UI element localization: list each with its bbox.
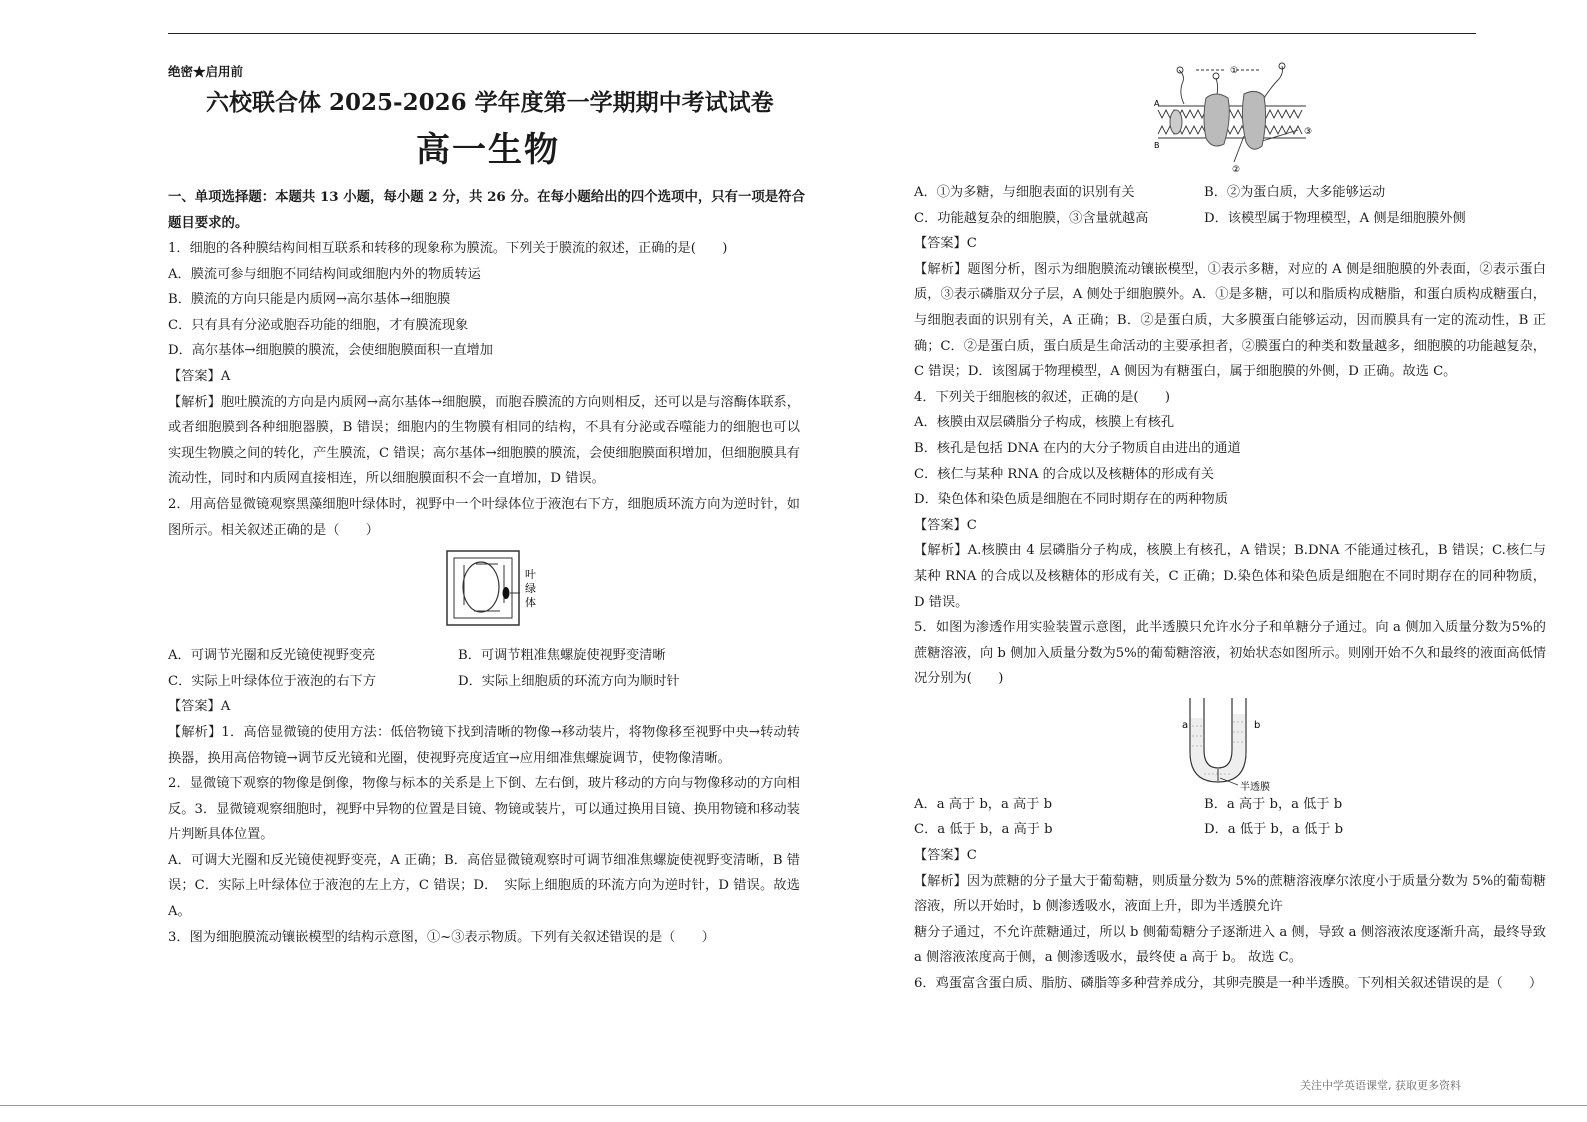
q5-fig-label-a: a	[1182, 719, 1189, 731]
q5-answer: 【答案】C	[914, 848, 977, 864]
q2-fig-label-char: 叶	[525, 568, 536, 582]
q3-options-row-2	[914, 206, 1554, 232]
q5-options-row-1	[914, 792, 1554, 818]
q2-option-d: D．实际上细胞质的环流方向为顺时针	[458, 673, 680, 689]
subject-title: 高一生物	[416, 130, 560, 170]
q5-option-b: B．a 高于 b，a 低于 b	[1204, 796, 1343, 812]
q3-option-c: C．功能越复杂的细胞膜，③含量就越高	[914, 210, 1149, 226]
q3-figure	[914, 58, 1554, 180]
q5-options-row-2	[914, 817, 1554, 843]
q2-fig-label	[525, 567, 536, 609]
q3-fig-label-2: ②	[1232, 165, 1241, 175]
q3-analysis: 【解析】题图分析，图示为细胞膜流动镶嵌模型，①表示多糖，对应的 A 侧是细胞膜的外表面，②表示蛋白质，③表示磷脂双分子层，A 侧处于细胞膜外。A．①是多糖，可以和脂质构成糖脂，和蛋白质构成糖蛋白，与细胞表面的识别有关，A 正确；B．②是蛋白质，大多膜蛋白能够运动，因而膜具有一定的流动性，B 正确；C．②是蛋白质，蛋白质是生命活动的主要承担者，②膜蛋白的种类和数量越多，细胞膜的功能越复杂，C 错误；D．该图属于物理模型，A 侧因为有糖蛋白，属于细胞膜的外侧，D 正确。故选 C。	[914, 261, 1546, 380]
secret-label: 绝密★启用前	[168, 64, 244, 79]
q3-option-d: D．该模型属于物理模型，A 侧是细胞膜外侧	[1204, 210, 1466, 226]
u-tube-diagram	[914, 692, 1554, 792]
q2-option-c: C．实际上叶绿体位于液泡的右下方	[168, 673, 376, 689]
q3-answer: 【答案】C	[914, 236, 977, 252]
q3-fig-label-a: A	[1154, 99, 1160, 108]
q4-stem: 4．下列关于细胞核的叙述，正确的是( )	[914, 389, 1171, 405]
q3-option-a: A．①为多糖，与细胞表面的识别有关	[914, 185, 1135, 200]
cell-diagram	[168, 543, 808, 643]
q4-option-d: D．染色体和染色质是细胞在不同时期存在的两种物质	[914, 492, 1228, 508]
bottom-rule	[0, 1105, 1587, 1106]
q2-options-row-1	[168, 643, 808, 669]
q2-stem: 2．用高倍显微镜观察黑藻细胞叶绿体时，视野中一个叶绿体位于液泡右下方，细胞质环流方向为逆时针，如图所示。相关叙述正确的是（ ）	[168, 496, 800, 538]
q4-analysis: 【解析】A.核膜由 4 层磷脂分子构成，核膜上有核孔，A 错误；B.DNA 不能通过核孔，B 错误；C.核仁与某种 RNA 的合成以及核糖体的形成有关，C 正确；D.染色体和染色质是细胞在不同时期存在的同种物质，D 错误。	[914, 543, 1546, 610]
q5-option-d: D．a 低于 b，a 低于 b	[1204, 822, 1344, 838]
q5-option-c: C．a 低于 b，a 高于 b	[914, 822, 1053, 838]
q1-option-d: D．高尔基体→细胞膜的膜流，会使细胞膜面积一直增加	[168, 343, 493, 359]
q5-analysis-1: 【解析】因为蔗糖的分子量大于葡萄糖，则质量分数为 5%的蔗糖溶液摩尔浓度小于质量分数为 5%的葡萄糖溶液，所以开始时，b 侧渗透吸水，液面上升，即为半透膜允许	[914, 873, 1546, 915]
q3-options-row-1	[914, 180, 1554, 206]
q1-answer: 【答案】A	[168, 368, 231, 384]
q1-stem: 1．细胞的各种膜结构间相互联系和转移的现象称为膜流。下列关于膜流的叙述，正确的是( )	[168, 241, 728, 256]
q4-option-c: C．核仁与某种 RNA 的合成以及核糖体的形成有关	[914, 466, 1215, 482]
q2-options-row-2	[168, 669, 808, 695]
q4-option-a: A．核膜由双层磷脂分子构成，核膜上有核孔	[914, 415, 1175, 431]
footer-note: 关注中学英语课堂, 获取更多资料	[1300, 1079, 1461, 1092]
q3-fig-label-b: B	[1154, 141, 1160, 150]
q1-option-b: B．膜流的方向只能是内质网→高尔基体→细胞膜	[168, 292, 451, 308]
top-rule	[168, 33, 1476, 34]
q2-fig-label-char: 绿	[525, 582, 536, 596]
q1-option-a: A．膜流可参与细胞不同结构间或细胞内外的物质转运	[168, 266, 481, 282]
q5-stem: 5．如图为渗透作用实验装置示意图，此半透膜只允许水分子和单糖分子通过。向 a 侧加入质量分数为5%的蔗糖溶液，向 b 侧加入质量分数为5%的葡萄糖溶液，初始状态如图所示。则刚开始不久和最终的液面高低情况分别为( )	[914, 620, 1546, 687]
q3-option-b: B．②为蛋白质，大多能够运动	[1204, 185, 1386, 200]
exam-title: 六校联合体 2025-2026 学年度第一学期期中考试试卷	[206, 89, 774, 116]
q5-fig-label-membrane: 半透膜	[1240, 781, 1270, 792]
membrane-diagram	[914, 58, 1554, 180]
q6-stem: 6．鸡蛋富含蛋白质、脂肪、磷脂等多种营养成分，其卵壳膜是一种半透膜。下列相关叙述错误的是（ ）	[914, 976, 1543, 992]
q2-figure	[168, 543, 808, 643]
q2-option-a: A．可调节光圈和反光镜使视野变亮	[168, 648, 376, 664]
q2-answer: 【答案】A	[168, 699, 231, 715]
q4-answer: 【答案】C	[914, 517, 977, 533]
left-column	[168, 60, 808, 950]
q2-analysis-3: A．可调大光圈和反光镜使视野变亮，A 正确；B．高倍显微镜观察时可调节细准焦螺旋使视野变清晰，B 错误；C．实际上叶绿体位于液泡的左上方，C 错误；D． 实际上细胞质的环流方向为逆时针，D 错误。故选 A。	[168, 852, 800, 920]
q3-stem: 3．图为细胞膜流动镶嵌模型的结构示意图，①~③表示物质。下列有关叙述错误的是（ ）	[168, 929, 715, 945]
q5-fig-label-b: b	[1254, 719, 1261, 731]
q5-option-a: A．a 高于 b，a 高于 b	[914, 796, 1053, 812]
q3-fig-label-3: ③	[1304, 127, 1313, 137]
q2-fig-label-char: 体	[525, 596, 536, 610]
q4-option-b: B．核孔是包括 DNA 在内的大分子物质自由进出的通道	[914, 440, 1241, 456]
q1-option-c: C．只有具有分泌或胞吞功能的细胞，才有膜流现象	[168, 317, 469, 333]
q3-fig-label-1: ①	[1230, 66, 1239, 76]
q5-analysis-2: 糖分子通过，不允许蔗糖通过，所以 b 侧葡萄糖分子逐渐进入 a 侧，导致 a 侧溶液浓度逐渐升高，最终导致 a 侧溶液浓度高于侧，a 侧渗透吸水，最终使 a 高于 b。 故选 C。	[914, 924, 1546, 966]
q5-figure	[914, 692, 1554, 792]
section-heading: 一、单项选择题：本题共 13 小题，每小题 2 分，共 26 分。在每小题给出的四个选项中，只有一项是符合题目要求的。	[168, 189, 805, 231]
right-column	[914, 58, 1554, 997]
q2-analysis-1: 【解析】1．高倍显微镜的使用方法：低倍物镜下找到清晰的物像→移动装片，将物像移至视野中央→转动转换器，换用高倍物镜→调节反光镜和光圈，使视野亮度适宜→应用细准焦螺旋调节，使物像清晰。	[168, 724, 800, 766]
q1-analysis: 【解析】胞吐膜流的方向是内质网→高尔基体→细胞膜，而胞吞膜流的方向则相反，还可以是与溶酶体联系，或者细胞膜到各种细胞器膜，B 错误；细胞内的生物膜有相同的结构，不具有分泌或吞噬能力的细胞也可以实现生物膜之间的转化，产生膜流，C 错误；高尔基体→细胞膜的膜流，会使细胞膜面积增加，但细胞膜具有流动性，同时和内质网直接相连，所以细胞膜面积不会一直增加，D 错误。	[168, 394, 800, 487]
q2-analysis-2: 2．显微镜下观察的物像是倒像，物像与标本的关系是上下倒、左右倒，玻片移动的方向与物像移动的方向相反。3．显微镜观察细胞时，视野中异物的位置是目镜、物镜或装片，可以通过换用目镜、换用物镜和移动装片判断具体位置。	[168, 776, 800, 843]
q2-option-b: B．可调节粗准焦螺旋使视野变清晰	[458, 648, 666, 664]
